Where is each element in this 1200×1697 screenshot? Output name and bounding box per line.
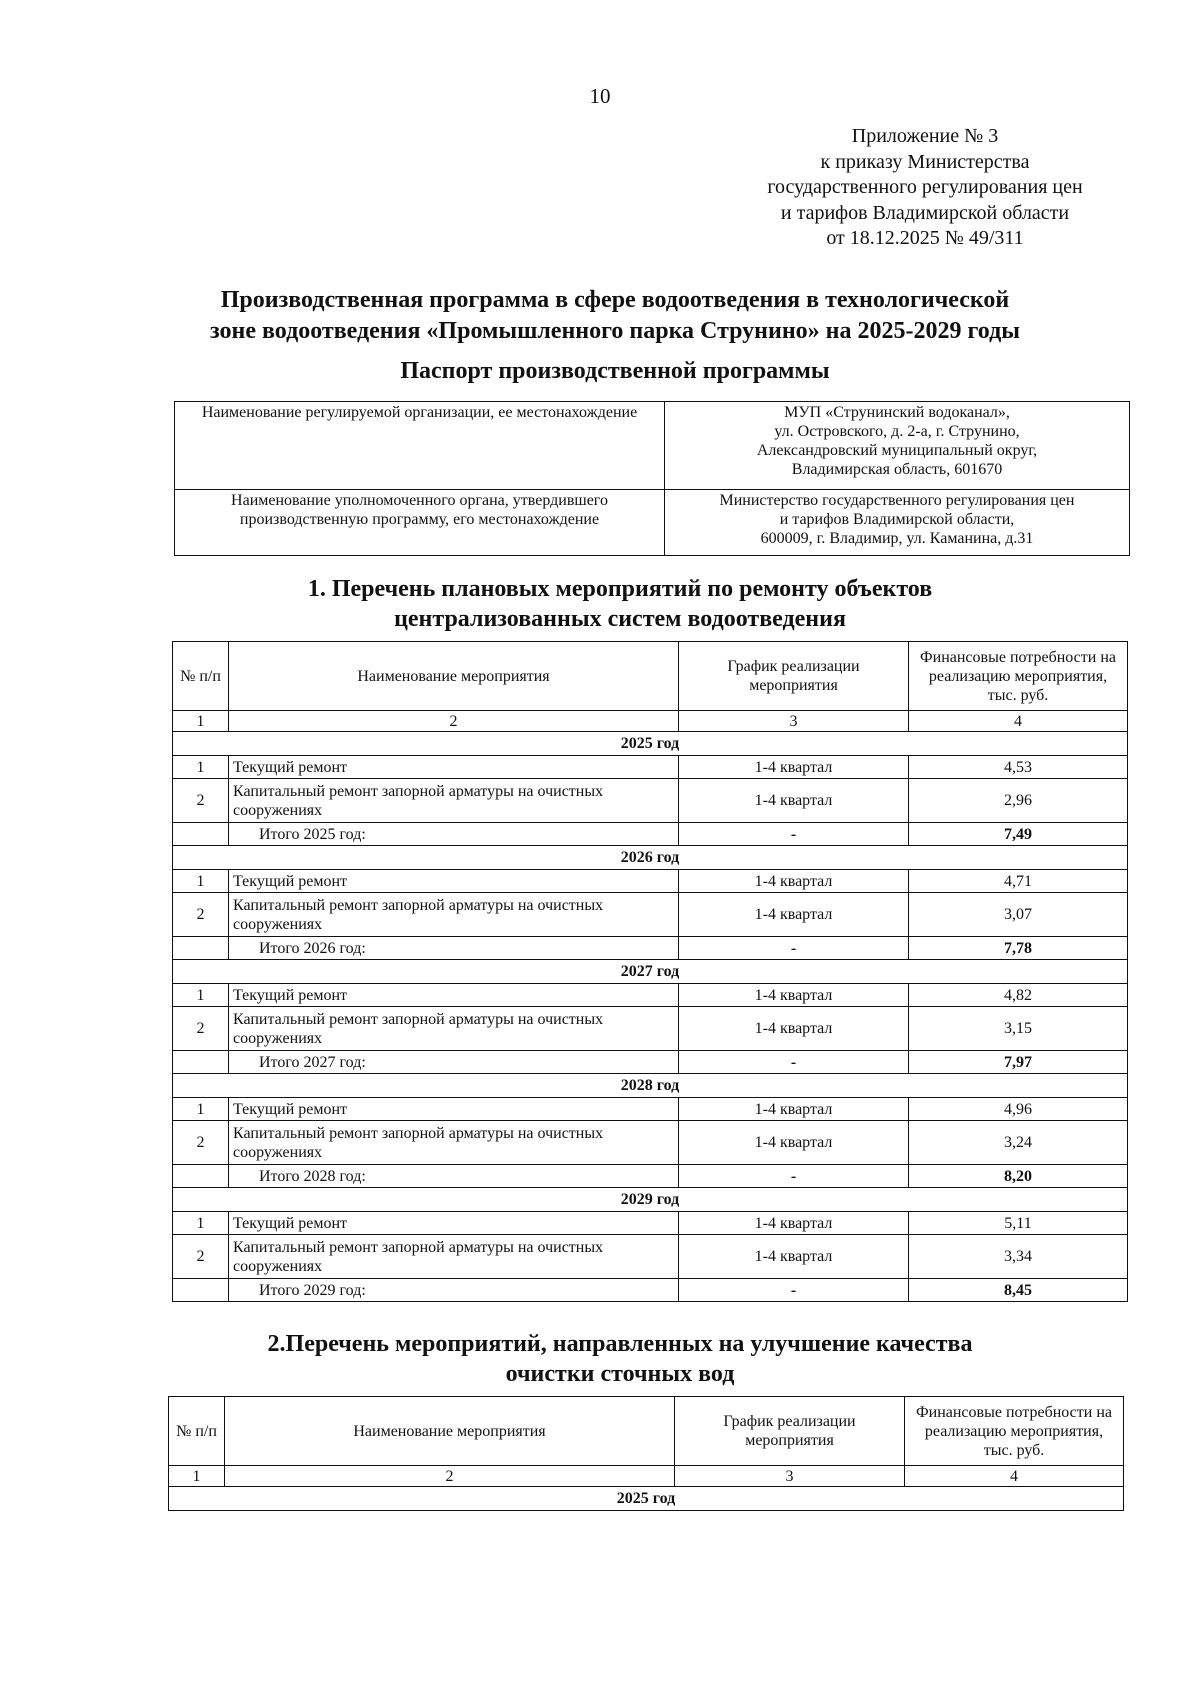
row-amount: 4,96 [909,1098,1128,1121]
header-name: Наименование мероприятия [225,1397,675,1466]
total-num [173,937,229,960]
column-number: 1 [169,1466,225,1487]
appendix-line: и тарифов Владимирской области [780,201,1070,224]
year-label: 2027 год [173,960,1128,984]
section1-title-line: 1. Перечень плановых мероприятий по ремонту объектов [307,576,933,602]
year-label: 2025 год [173,732,1128,756]
header-finance: Финансовые потребности на реализацию мероприятия, тыс. руб. [909,642,1128,711]
column-number-row [173,711,1128,732]
year-label: 2026 год [173,846,1128,870]
total-amount: 8,45 [909,1279,1128,1302]
section2-title-line: очистки сточных вод [505,1361,735,1387]
total-row [173,1279,1128,1302]
passport-value-line: Александровский муниципальный округ, [756,442,1038,459]
section1-title [160,574,1080,634]
total-num [173,1279,229,1302]
total-schedule: - [679,937,909,960]
row-amount: 2,96 [909,779,1128,823]
total-amount: 7,97 [909,1051,1128,1074]
column-number: 2 [229,711,679,732]
row-num: 1 [173,870,229,893]
row-name: Капитальный ремонт запорной арматуры на очистных сооружениях [229,1235,679,1279]
total-num [173,823,229,846]
table-row [173,870,1128,893]
passport-row-authority [175,490,1130,556]
section2-title [160,1329,1080,1389]
total-row [173,823,1128,846]
table-row [173,1098,1128,1121]
total-amount: 7,78 [909,937,1128,960]
column-number: 1 [173,711,229,732]
year-label: 2028 год [173,1074,1128,1098]
row-schedule: 1-4 квартал [679,756,909,779]
row-num: 2 [173,1235,229,1279]
appendix-line: к приказу Министерства [820,150,1030,173]
header-num: № п/п [169,1397,225,1466]
row-schedule: 1-4 квартал [679,1098,909,1121]
column-number: 3 [675,1466,905,1487]
row-schedule: 1-4 квартал [679,1007,909,1051]
passport-value-line: Владимирская область, 601670 [791,461,1003,478]
passport-table [174,401,1130,556]
appendix-line: Приложение № 3 [851,125,999,147]
passport-label: Наименование уполномоченного органа, утвердившего производственную программу, его местонахождение [175,490,665,556]
header-schedule: График реализации мероприятия [675,1397,905,1466]
total-label: Итого 2028 год: [229,1165,679,1188]
table-row [173,756,1128,779]
total-schedule: - [679,1279,909,1302]
row-num: 1 [173,984,229,1007]
row-schedule: 1-4 квартал [679,984,909,1007]
appendix-block [720,124,1130,252]
row-amount: 4,53 [909,756,1128,779]
row-num: 1 [173,1212,229,1235]
row-num: 1 [173,756,229,779]
year-row [173,732,1128,756]
header-finance: Финансовые потребности на реализацию мероприятия, тыс. руб. [905,1397,1124,1466]
document-title [150,285,1080,347]
passport-title: Паспорт производственной программы [400,358,830,384]
year-row [169,1487,1124,1511]
year-label: 2025 год [169,1487,1124,1511]
row-name: Капитальный ремонт запорной арматуры на очистных сооружениях [229,893,679,937]
appendix-line: от 18.12.2025 № 49/311 [826,227,1024,249]
row-amount: 3,07 [909,893,1128,937]
total-row [173,1165,1128,1188]
passport-label: Наименование регулируемой организации, ее местонахождение [175,402,665,490]
total-num [173,1051,229,1074]
table-row [173,1007,1128,1051]
table-row [173,1235,1128,1279]
year-row [173,1188,1128,1212]
column-number-row [169,1466,1124,1487]
row-schedule: 1-4 квартал [679,870,909,893]
appendix-line: государственного регулирования цен [767,176,1083,198]
total-amount: 8,20 [909,1165,1128,1188]
row-num: 1 [173,1098,229,1121]
document-title-line: Производственная программа в сфере водоотведения в технологической [220,287,1010,313]
section2-title-line: 2.Перечень мероприятий, направленных на улучшение качества [267,1331,973,1357]
total-label: Итого 2027 год: [229,1051,679,1074]
passport-value-line: МУП «Струнинский водоканал», [784,404,1010,421]
row-schedule: 1-4 квартал [679,893,909,937]
row-name: Текущий ремонт [229,1098,679,1121]
table-row [173,984,1128,1007]
total-schedule: - [679,1051,909,1074]
passport-row-organization [175,402,1130,490]
total-schedule: - [679,823,909,846]
total-label: Итого 2029 год: [229,1279,679,1302]
row-name: Текущий ремонт [229,984,679,1007]
total-label: Итого 2026 год: [229,937,679,960]
row-amount: 3,34 [909,1235,1128,1279]
passport-value-line: ул. Островского, д. 2-а, г. Струнино, [774,423,1020,440]
repair-measures-table [172,641,1128,1302]
column-number: 4 [905,1466,1124,1487]
year-row [173,960,1128,984]
row-num: 2 [173,893,229,937]
header-schedule: График реализации мероприятия [679,642,909,711]
row-schedule: 1-4 квартал [679,1235,909,1279]
passport-value-line: Министерство государственного регулирования цен [719,492,1075,509]
row-name: Капитальный ремонт запорной арматуры на очистных сооружениях [229,779,679,823]
passport-value [665,402,1130,490]
year-row [173,1074,1128,1098]
passport-value [665,490,1130,556]
row-name: Текущий ремонт [229,870,679,893]
row-name: Капитальный ремонт запорной арматуры на очистных сооружениях [229,1007,679,1051]
passport-value-line: и тарифов Владимирской области, [779,511,1015,528]
total-num [173,1165,229,1188]
row-amount: 3,15 [909,1007,1128,1051]
row-name: Капитальный ремонт запорной арматуры на очистных сооружениях [229,1121,679,1165]
total-row [173,937,1128,960]
table-row [173,779,1128,823]
column-number: 4 [909,711,1128,732]
column-number: 3 [679,711,909,732]
row-name: Текущий ремонт [229,1212,679,1235]
row-amount: 4,71 [909,870,1128,893]
header-name: Наименование мероприятия [229,642,679,711]
total-amount: 7,49 [909,823,1128,846]
row-num: 2 [173,779,229,823]
passport-value-line: 600009, г. Владимир, ул. Каманина, д.31 [760,530,1034,547]
row-schedule: 1-4 квартал [679,1121,909,1165]
header-num: № п/п [173,642,229,711]
row-amount: 3,24 [909,1121,1128,1165]
row-schedule: 1-4 квартал [679,1212,909,1235]
total-schedule: - [679,1165,909,1188]
row-schedule: 1-4 квартал [679,779,909,823]
document-title-line: зоне водоотведения «Промышленного парка Струнино» на 2025-2029 годы [210,318,1020,344]
total-row [173,1051,1128,1074]
row-num: 2 [173,1007,229,1051]
quality-measures-table [168,1396,1124,1511]
table-row [173,893,1128,937]
row-amount: 4,82 [909,984,1128,1007]
year-label: 2029 год [173,1188,1128,1212]
row-num: 2 [173,1121,229,1165]
section1-title-line: централизованных систем водоотведения [394,606,846,632]
row-amount: 5,11 [909,1212,1128,1235]
year-row [173,846,1128,870]
table-header-row [173,642,1128,711]
total-label: Итого 2025 год: [229,823,679,846]
row-name: Текущий ремонт [229,756,679,779]
table-row [173,1121,1128,1165]
table-row [173,1212,1128,1235]
table-header-row [169,1397,1124,1466]
column-number: 2 [225,1466,675,1487]
page-number: 10 [589,84,611,108]
